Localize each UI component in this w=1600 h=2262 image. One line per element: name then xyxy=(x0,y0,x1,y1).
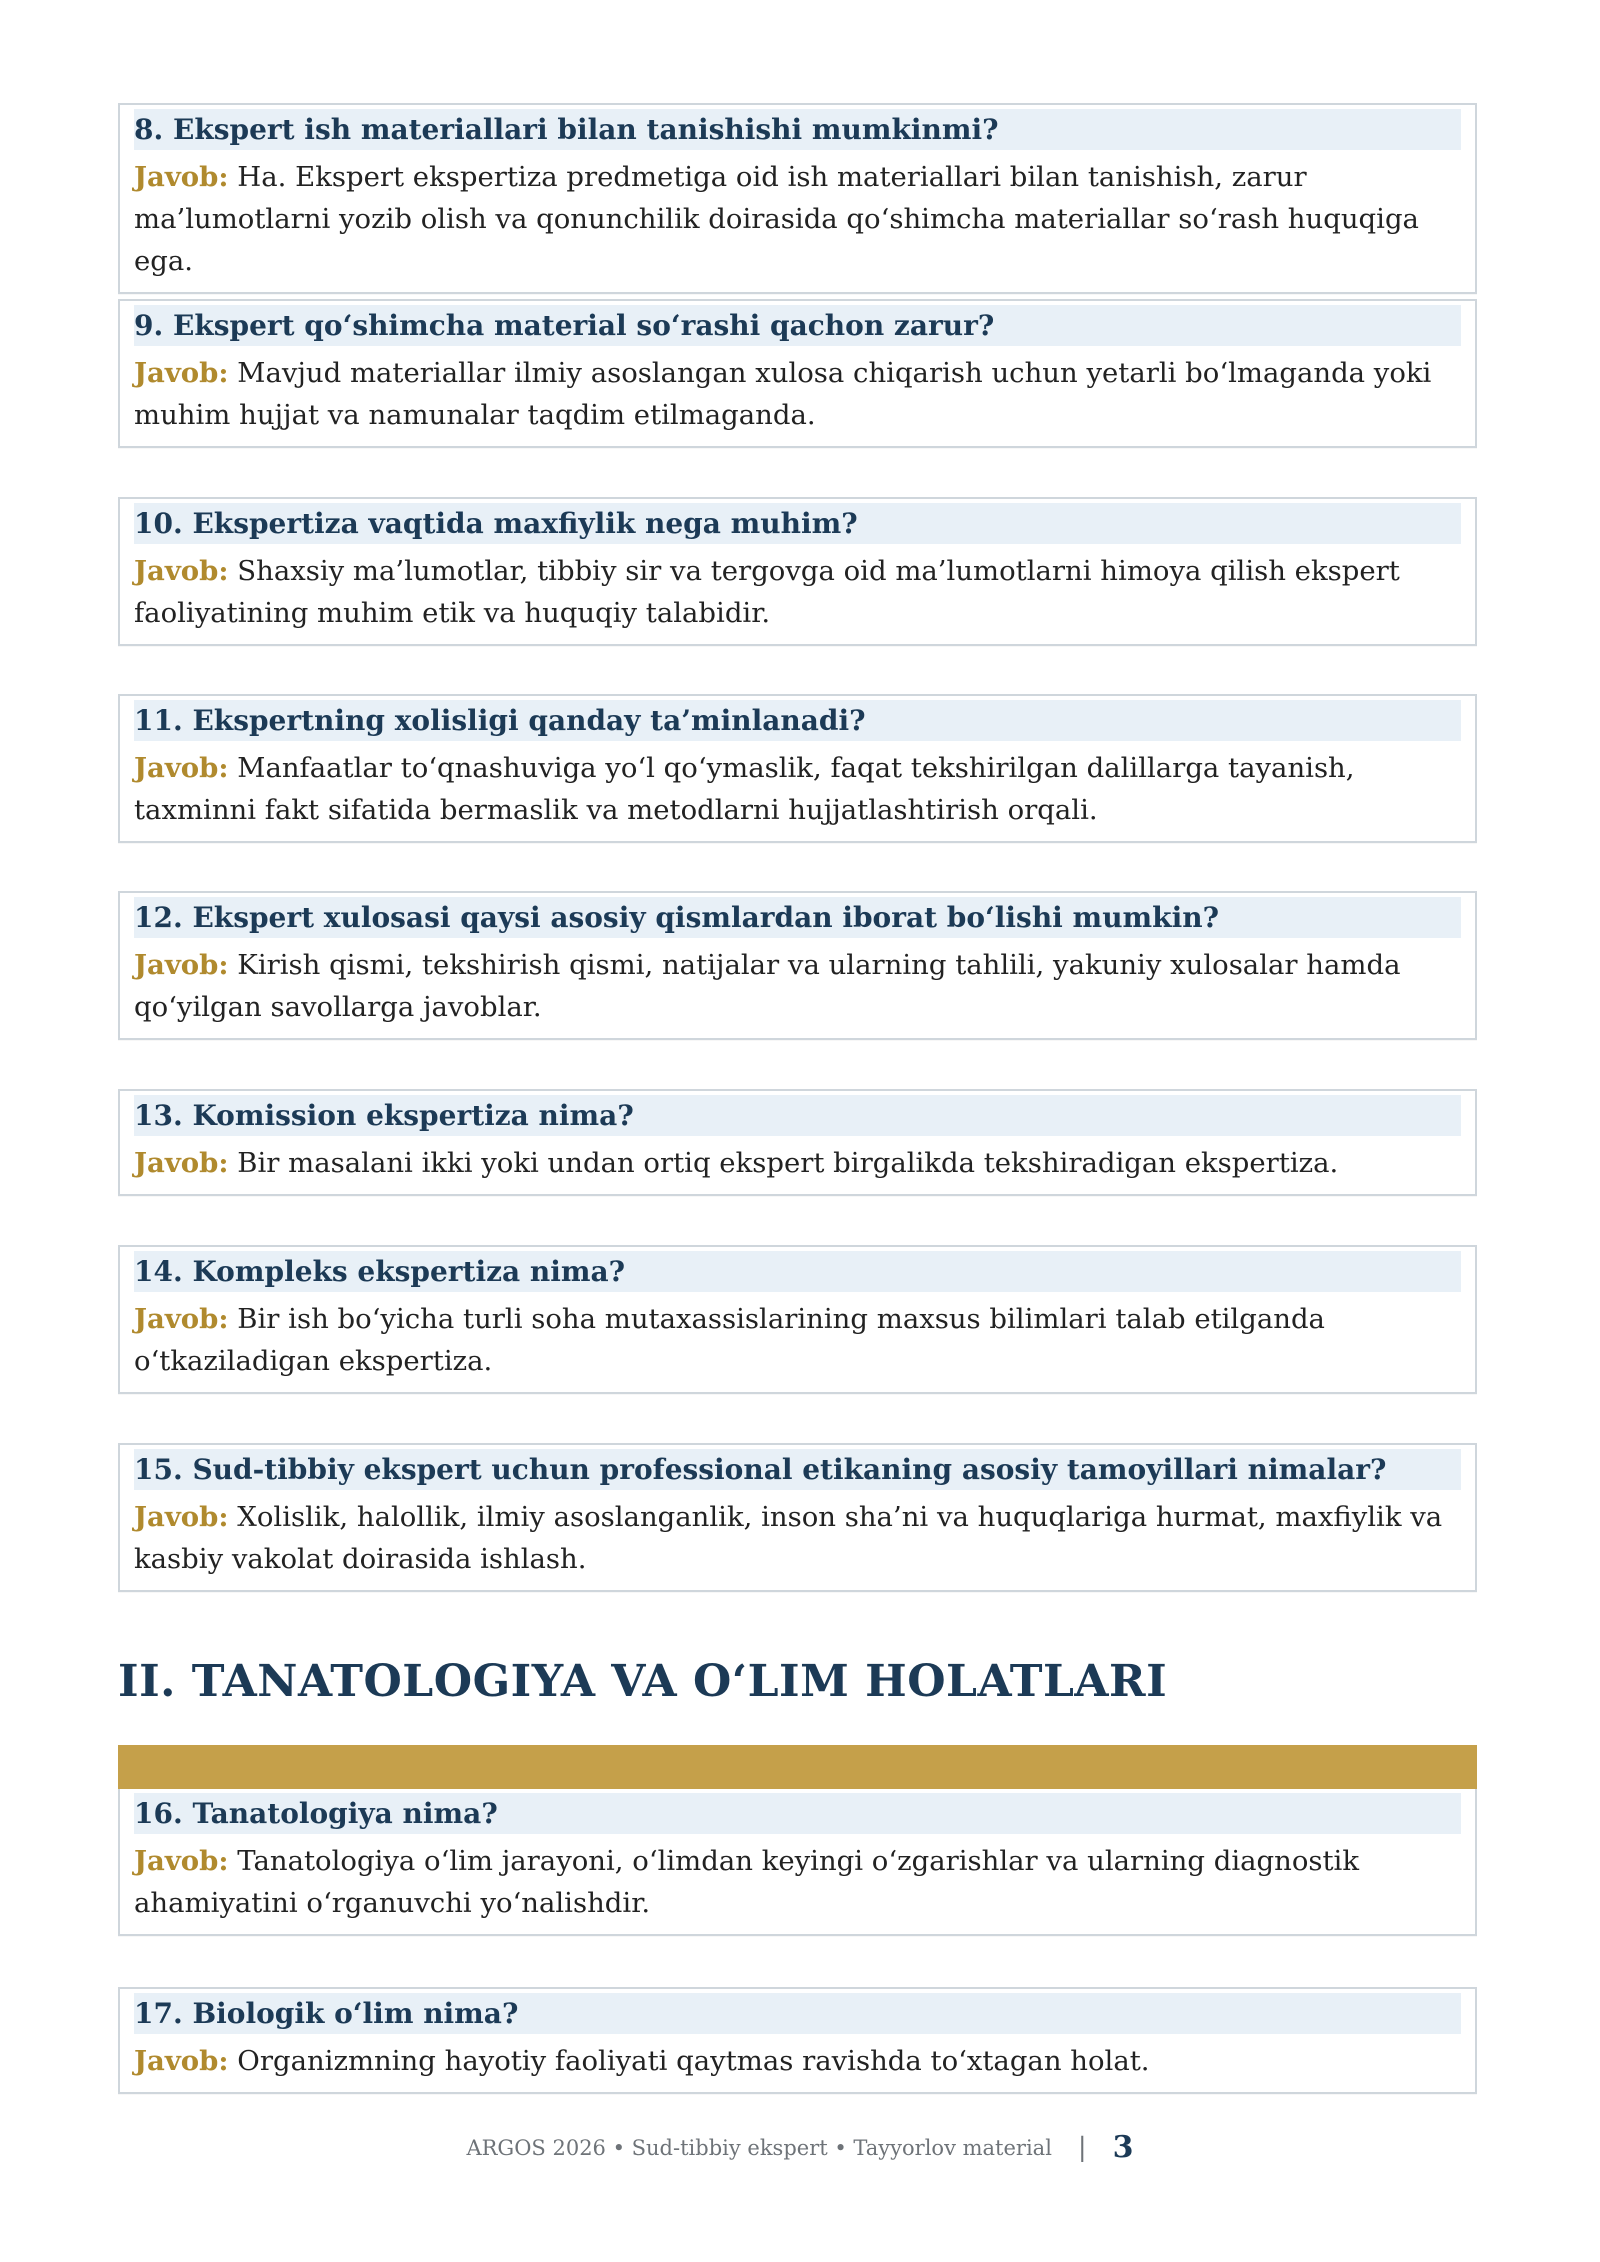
question-text: 15. Sud-tibbiy ekspert uchun professional etikaning asosiy tamoyillari nimalar? xyxy=(134,1449,1461,1490)
answer-label: Javob: xyxy=(134,161,229,193)
answer-label: Javob: xyxy=(134,357,229,389)
answer-body: Manfaatlar to‘qnashuviga yo‘l qo‘ymaslik, faqat tekshirilgan dalillarga tayanish, taxminni fakt sifatida bermaslik va metodlarni hujjatlashtirish orqali. xyxy=(134,752,1355,826)
answer-text xyxy=(134,1298,1461,1382)
answer-label: Javob: xyxy=(134,1501,229,1533)
answer-body: Bir masalani ikki yoki undan ortiq ekspert birgalikda tekshiradigan ekspertiza. xyxy=(237,1147,1339,1179)
answer-text xyxy=(134,1840,1461,1924)
question-text: 11. Ekspertning xolisligi qanday ta’minlanadi? xyxy=(134,700,1461,741)
answer-body: Organizmning hayotiy faoliyati qaytmas ravishda to‘xtagan holat. xyxy=(237,2045,1150,2077)
question-text: 14. Kompleks ekspertiza nima? xyxy=(134,1251,1461,1292)
answer-text xyxy=(134,352,1461,436)
answer-body: Tanatologiya o‘lim jarayoni, o‘limdan keyingi o‘zgarishlar va ularning diagnostik ahamiyatini o‘rganuvchi yo‘nalishdir. xyxy=(134,1845,1360,1919)
page-footer xyxy=(0,2130,1600,2165)
answer-label: Javob: xyxy=(134,949,229,981)
question-text: 16. Tanatologiya nima? xyxy=(134,1793,1461,1834)
answer-body: Bir ish bo‘yicha turli soha mutaxassislarining maxsus bilimlari talab etilganda o‘tkaziladigan ekspertiza. xyxy=(134,1303,1325,1377)
answer-label: Javob: xyxy=(134,555,229,587)
question-text: 12. Ekspert xulosasi qaysi asosiy qismlardan iborat bo‘lishi mumkin? xyxy=(134,897,1461,938)
question-text: 17. Biologik o‘lim nima? xyxy=(134,1993,1461,2034)
question-text: 13. Komission ekspertiza nima? xyxy=(134,1095,1461,1136)
section-title: II. TANATOLOGIYA VA O‘LIM HOLATLARI xyxy=(118,1656,1168,1707)
footer-separator: | xyxy=(1077,2132,1087,2163)
qa-block xyxy=(118,1089,1477,1196)
qa-block xyxy=(118,1443,1477,1592)
answer-label: Javob: xyxy=(134,2045,229,2077)
answer-body: Kirish qismi, tekshirish qismi, natijalar va ularning tahlili, yakuniy xulosalar hamda qo‘yilgan savollarga javoblar. xyxy=(134,949,1401,1023)
answer-label: Javob: xyxy=(134,1303,229,1335)
answer-body: Mavjud materiallar ilmiy asoslangan xulosa chiqarish uchun yetarli bo‘lmaganda yoki muhim hujjat va namunalar taqdim etilmaganda. xyxy=(134,357,1432,431)
question-text: 8. Ekspert ish materiallari bilan tanishishi mumkinmi? xyxy=(134,109,1461,150)
section-divider-bar xyxy=(118,1745,1477,1789)
answer-label: Javob: xyxy=(134,1147,229,1179)
qa-block xyxy=(118,1987,1477,2094)
answer-text xyxy=(134,747,1461,831)
answer-text xyxy=(134,1142,1461,1184)
qa-block xyxy=(118,103,1477,294)
page-number: 3 xyxy=(1112,2130,1134,2165)
footer-text: ARGOS 2026 • Sud-tibbiy ekspert • Tayyorlov material xyxy=(466,2135,1052,2160)
qa-block xyxy=(118,299,1477,448)
answer-label: Javob: xyxy=(134,752,229,784)
answer-text xyxy=(134,1496,1461,1580)
qa-block xyxy=(118,1245,1477,1394)
answer-body: Xolislik, halollik, ilmiy asoslanganlik, inson sha’ni va huquqlariga hurmat, maxfiylik va kasbiy vakolat doirasida ishlash. xyxy=(134,1501,1443,1575)
answer-text xyxy=(134,156,1461,282)
question-text: 10. Ekspertiza vaqtida maxfiylik nega muhim? xyxy=(134,503,1461,544)
answer-label: Javob: xyxy=(134,1845,229,1877)
answer-body: Ha. Ekspert ekspertiza predmetiga oid ish materiallari bilan tanishish, zarur ma’lumotlarni yozib olish va qonunchilik doirasida qo‘shimcha materiallar so‘rash huquqiga ega. xyxy=(134,161,1419,277)
qa-block xyxy=(118,1789,1477,1936)
qa-block xyxy=(118,694,1477,843)
answer-text xyxy=(134,944,1461,1028)
answer-body: Shaxsiy ma’lumotlar, tibbiy sir va tergovga oid ma’lumotlarni himoya qilish ekspert faoliyatining muhim etik va huquqiy talabidir. xyxy=(134,555,1400,629)
question-text: 9. Ekspert qo‘shimcha material so‘rashi qachon zarur? xyxy=(134,305,1461,346)
answer-text xyxy=(134,2040,1461,2082)
qa-block xyxy=(118,497,1477,646)
answer-text xyxy=(134,550,1461,634)
qa-block xyxy=(118,891,1477,1040)
